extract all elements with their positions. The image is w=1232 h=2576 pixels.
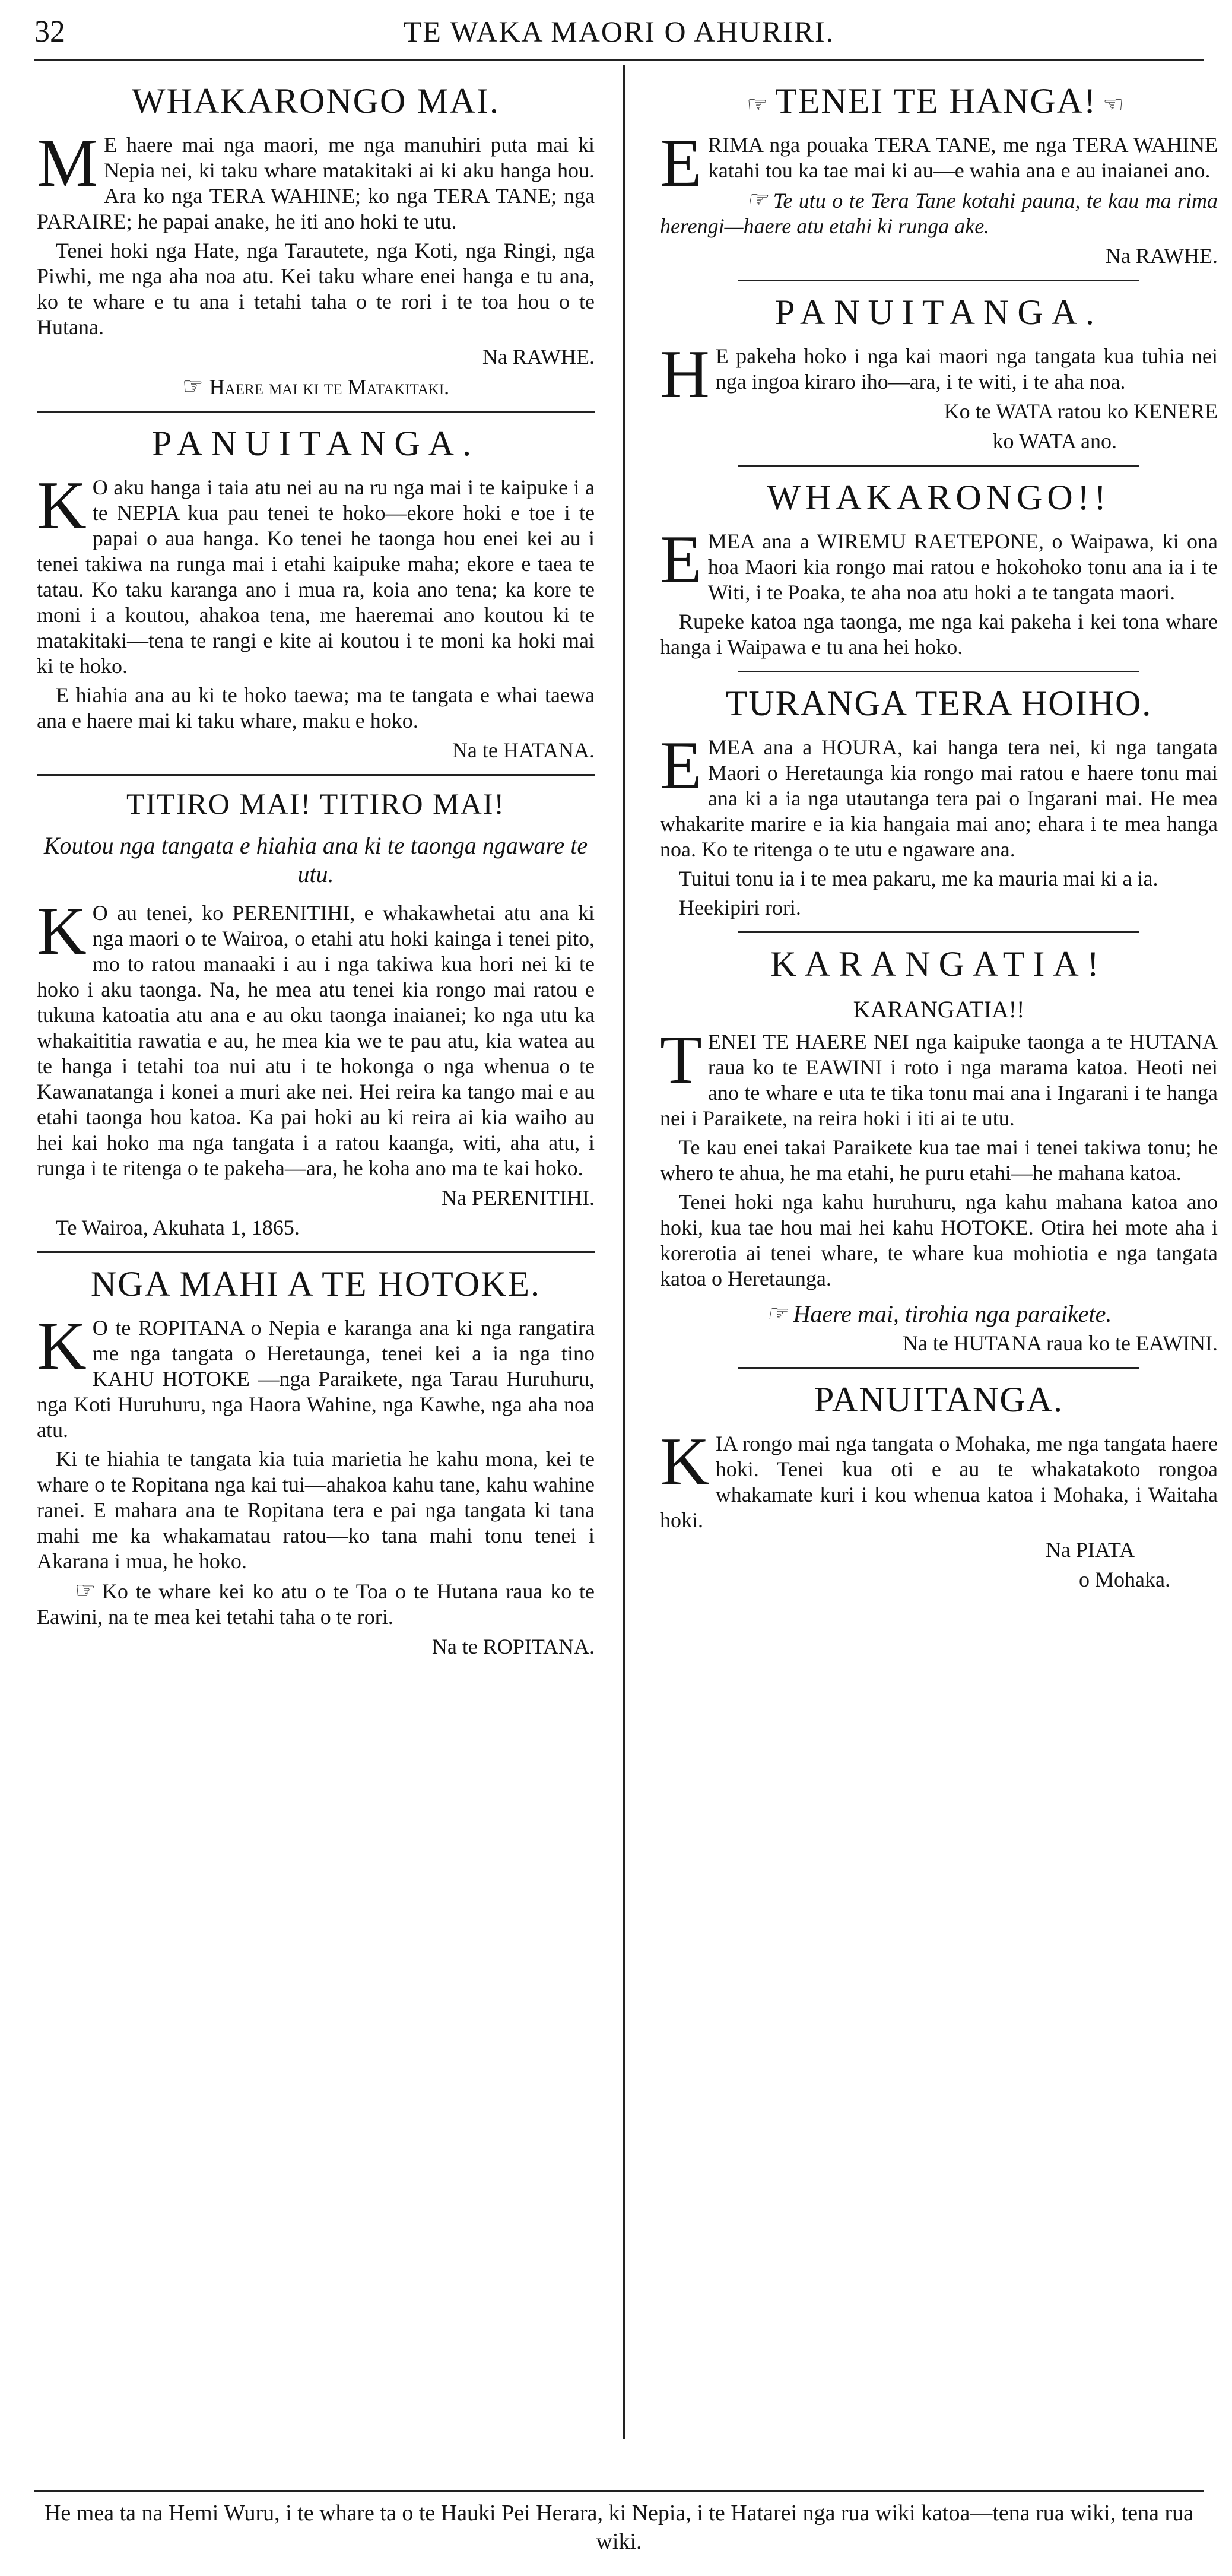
running-title: TE WAKA MAORI O AHURIRI. [403, 15, 835, 48]
ad-signature: Na te ROPITANA. [431, 1635, 595, 1658]
section-rule [738, 671, 1140, 672]
pointing-hand-icon: ☞ [182, 373, 204, 399]
ad-paragraph: O aku hanga i taia atu nei au na ru nga mai i te kaipuke i a te NEPIA kua pau tenei te hoko—ekore hoki e toe i te papai o aua hanga. Ko tenei he taonga hou enei kei au i tenei takiwa na runga mai i etahi kaipuke maha; ekore e taea te tatau. Ko taku karanga ano i mua ra, koia ano tena; ka kore te moni i a koutou, ahakoa tena, me haeremai ano koutou ki te matakitaki—tena te rangi e kite ai koutou i te moni ka hoki mai ki te hoko. [37, 475, 595, 678]
ad-paragraph: Te kau enei takai Paraikete kua tae mai i tenei takiwa tonu; he whero te ahua, he ma etahi, he puru etahi—he mahana katoa. [660, 1135, 1218, 1185]
ad-paragraph: Tenei hoki nga Hate, nga Tarautete, nga Koti, nga Ringi, nga Piwhi, me nga aha noa atu. Kei taku whare enei hanga e tu ana, ko te whare e tu ana i tetahi taha o te rori i te toa hou o te Hutana. [37, 239, 595, 339]
section-rule [37, 411, 595, 413]
ad-paragraph: MEA ana a WIREMU RAETEPONE, o Waipawa, ki ona hoa Maori kia rongo mai ratou e hokohoko tonu ana ia i te Witi, i te Poaka, te aha noa atu hoki a te tangata maori. [707, 529, 1218, 604]
pointing-hand-icon: ☞ [747, 91, 769, 118]
pointing-hand-icon: ☞ [745, 186, 767, 213]
ad-title: KARANGATIA! [770, 944, 1107, 984]
ad-signature: Na PIATA [1045, 1538, 1135, 1562]
ad-nga-mahi-a-te-hotoke [37, 1264, 595, 1660]
ad-title: NGA MAHI A TE HOTOKE. [90, 1264, 541, 1303]
header-rule [34, 59, 1204, 61]
ad-title: PANUITANGA. [814, 1380, 1063, 1419]
ad-signature: Na RAWHE. [1105, 244, 1218, 268]
ad-paragraph: Tenei hoki nga kahu huruhuru, nga kahu mahana katoa ano hoki, kua tae hou mai hei kahu HOTOKE. Otira hei mote aha i korerotia ai tenei whare, te whare kua mohiotia e nga tangata katoa o Heretaunga. [660, 1190, 1218, 1290]
drop-cap: H [660, 337, 710, 413]
drop-cap: E [660, 522, 702, 598]
ad-title: TURANGA TERA HOIHO. [725, 684, 1152, 723]
ad-paragraph: E pakeha hoko i nga kai maori nga tangata kua tuhia nei nga ingoa kiraro iho—ara, i te witi, i te aha noa. [715, 344, 1218, 394]
ad-title: TITIRO MAI! TITIRO MAI! [126, 787, 506, 820]
section-rule [738, 931, 1140, 933]
ad-paragraph: RIMA nga pouaka TERA TANE, me nga TERA WAHINE katahi tou ka tae mai ki au—e wahia ana e au inaianei ano. [707, 133, 1218, 182]
ad-whakarongo [660, 477, 1218, 660]
drop-cap: E [660, 728, 702, 804]
page-header [34, 6, 1204, 59]
column-divider [623, 65, 625, 2439]
ad-title: WHAKARONGO MAI. [132, 81, 500, 120]
right-column [660, 70, 1218, 1601]
pointing-hand-icon: ☜ [1103, 91, 1125, 118]
ad-panuitanga-mohaka [660, 1379, 1218, 1592]
ad-paragraph: Ko te whare kei ko atu o te Toa o te Hutana raua ko te Eawini, na te mea kei tetahi taha o te rori. [37, 1579, 595, 1629]
ad-signature: Na PERENITIHI. [442, 1186, 595, 1210]
drop-cap: K [37, 1308, 87, 1384]
ad-signature: ko WATA ano. [992, 429, 1117, 453]
pointing-hand-icon: ☞ [766, 1300, 788, 1327]
ad-paragraph: Ki te hiahia te tangata kia tuia marietia he kahu mona, kei te whare o te Ropitana nga kai tui—ahakoa kahu tane, kahu wahine ranei. E mahara ana te Ropitana tera e pai nga tangata ki tana mahi me ka whakamatau ratou—ko tana mahi tonu tenei i Akarana i mua, he hoko. [37, 1447, 595, 1573]
ad-whakarongo-mai [37, 81, 595, 400]
ad-paragraph: Rupeke katoa nga taonga, me nga kai pakeha i kei tona whare hanga i Waipawa e tu ana hei hoko. [660, 610, 1218, 659]
drop-cap: K [660, 1424, 710, 1500]
ad-paragraph: Te utu o te Tera Tane kotahi pauna, te kau ma rima herengi—haere atu etahi ki runga ake. [660, 189, 1218, 238]
section-rule [37, 774, 595, 776]
footer-rule [34, 2490, 1204, 2492]
ad-paragraph: ENEI TE HAERE NEI nga kaipuke taonga a te HUTANA raua ko te EAWINI i roto i nga marama katoa. Heoti nei ano te whare e uta te tika tonu mai ana i Ingarani i te hanga nei i Paraikete, na reira hoki i iti ai te utu. [660, 1030, 1218, 1130]
page-number: 32 [34, 15, 65, 49]
ad-subtitle: Koutou nga tangata e hiahia ana ki te taonga ngaware te utu. [43, 832, 588, 887]
ad-dateline: Te Wairoa, Akuhata 1, 1865. [56, 1216, 300, 1239]
ad-paragraph: MEA ana a HOURA, kai hanga tera nei, ki nga tangata Maori o Heretaunga kia rongo mai ratou e haere tonu mai ana ki a ia nga utautanga tera pai o Ingarani mai. He mea whakarite marire e ia kia hangaia mai ano; ehara i te mea hanga noa. Ko te ritenga o te utu e ngaware ana. [660, 735, 1218, 861]
ad-tenei-te-hanga [660, 81, 1218, 269]
section-rule [738, 1367, 1140, 1369]
ad-title: PANUITANGA. [775, 293, 1103, 332]
ad-paragraph: E haere mai nga maori, me nga manuhiri puta mai ki Nepia nei, ki taku whare matakitaki ai ki aku hanga hou. Ara ko nga TERA WAHINE; ko nga TERA TANE; nga PARAIRE; he papai anake, he iti ano hoki te utu. [37, 133, 595, 233]
ad-paragraph: O te ROPITANA o Nepia e karanga ana ki nga rangatira me nga tangata o Heretaunga, tenei kei a ia nga tino KAHU HOTOKE —nga Paraikete, nga Tarau Huruhuru, nga Koti Huruhuru, nga Haora Wahine, nga Kawhe, nga aha noa atu. [37, 1316, 595, 1442]
ad-panuitanga-pakeha [660, 292, 1218, 454]
ad-subtitle: KARANGATIA!! [853, 996, 1025, 1023]
ad-paragraph: O au tenei, ko PERENITIHI, e whakawhetai atu ana ki nga maori o te Wairoa, o etahi atu hoki kainga i tenei pito, mo to ratou manaaki i au i nga takiwa kua hori nei ki te hoko i aku taonga. Na, he mea atu tenei kia rongo mai ratou e tukuna katoatia atu ana e au oku taonga inaianei; ko nga utu ka whakaititia rawatia e au, he mea kia we te pau atu, kia watea au te hanga i tetahi toa nui atu i te hokonga o nga whenua o te Kawanatanga i konei a muri ake nei. Hei reira ka tango mai e au etahi taonga hou katoa. Ka pai hoki au ki reira ai kia waiho au hei kai hoko ma nga tangata i a ratou kaanga, witi, aha atu, i runga i te ritenga o te pakeha—ara, he koha ano ma te kai hoko. [37, 901, 595, 1180]
ad-panuitanga [37, 423, 595, 763]
ad-title: WHAKARONGO!! [767, 478, 1111, 517]
ad-signature: Na te HUTANA raua ko te EAWINI. [902, 1331, 1218, 1355]
left-column [37, 70, 595, 1668]
section-rule [37, 1251, 595, 1253]
ad-paragraph: Tuitui tonu ia i te mea pakaru, me ka mauria mai ki a ia. [679, 867, 1158, 890]
ad-signature: Na te HATANA. [452, 738, 595, 762]
drop-cap: T [660, 1022, 702, 1098]
ad-paragraph: IA rongo mai nga tangata o Mohaka, me nga tangata haere hoki. Tenei kua oti e au te whakatakoto rongoa whakamate kuri i kou whenua katoa i Mohaka, i Waitaha hoki. [660, 1432, 1218, 1532]
ad-signature: o Mohaka. [1079, 1568, 1170, 1591]
ad-callout: Haere mai, tirohia nga paraikete. [793, 1300, 1112, 1327]
drop-cap: K [37, 893, 87, 969]
ad-signature: Ko te WATA ratou ko KENERE [944, 399, 1218, 423]
ad-paragraph: Heekipiri rori. [679, 896, 801, 919]
ad-paragraph: E hiahia ana au ki te hoko taewa; ma te tangata e whai taewa ana e haere mai ki taku whare, maku e hoko. [37, 683, 595, 732]
drop-cap: E [660, 125, 702, 201]
pointing-hand-icon: ☞ [75, 1577, 96, 1604]
ad-turanga-tera-hoiho [660, 683, 1218, 921]
section-rule [738, 465, 1140, 467]
ad-karangatia [660, 944, 1218, 1356]
section-rule [738, 280, 1140, 281]
ad-title: PANUITANGA. [152, 424, 480, 463]
ad-titiro-mai [37, 786, 595, 1241]
ad-note: Haere mai ki te Matakitaki. [209, 375, 450, 399]
ad-signature: Na RAWHE. [482, 345, 595, 369]
imprint-footer: He mea ta na Hemi Wuru, i te whare ta o te Hauki Pei Herara, ki Nepia, i te Hatarei nga rua wiki katoa—tena rua wiki, tena rua wiki. [44, 2501, 1194, 2554]
ad-title: TENEI TE HANGA! [774, 81, 1097, 120]
drop-cap: M [37, 125, 99, 201]
drop-cap: K [37, 468, 87, 544]
